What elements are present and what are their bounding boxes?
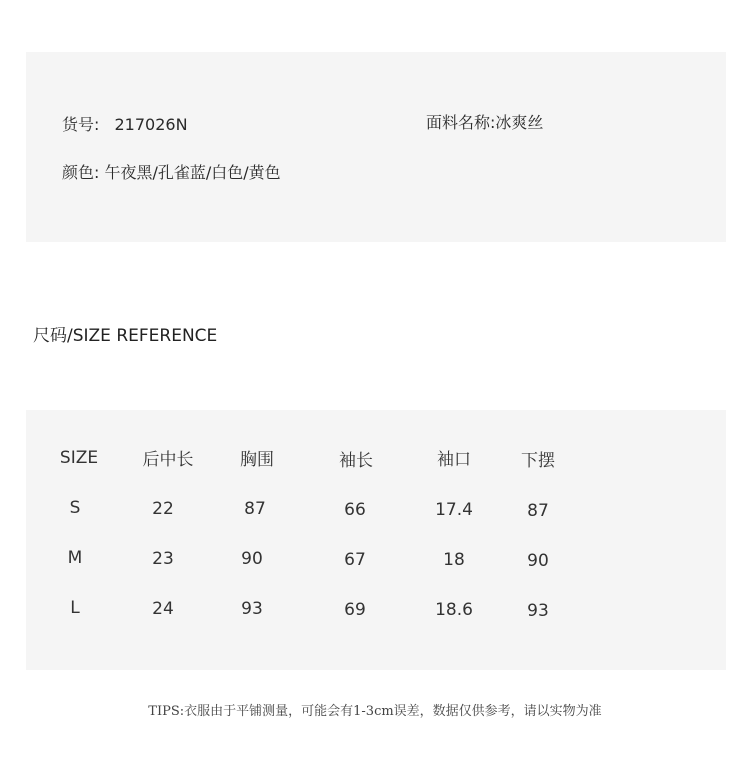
table-cell: 23	[152, 549, 174, 569]
measurement-tips: TIPS:衣服由于平铺测量，可能会有1-3cm误差，数据仅供参考，请以实物为准	[148, 704, 602, 719]
table-cell: 18	[443, 550, 465, 570]
table-cell: 24	[152, 599, 174, 619]
table-cell: 87	[527, 501, 549, 521]
section-title: 尺码/SIZE REFERENCE	[33, 326, 218, 346]
header-chest: 胸围	[240, 450, 274, 470]
item-number-value: 217026N	[114, 115, 188, 134]
product-info-panel	[26, 52, 726, 242]
table-cell: 18.6	[435, 600, 473, 620]
header-sleeve-length: 袖长	[339, 451, 373, 471]
header-cuff: 袖口	[437, 450, 471, 470]
table-cell: 87	[244, 499, 266, 519]
size-label: M	[67, 548, 83, 568]
table-cell: 93	[527, 601, 549, 621]
table-cell: 67	[344, 550, 366, 570]
item-number	[62, 115, 188, 135]
table-cell: 90	[527, 551, 549, 571]
table-cell: 22	[152, 499, 174, 519]
table-cell: 93	[241, 599, 263, 619]
fabric-name: 面料名称:冰爽丝	[426, 113, 544, 132]
color-options: 颜色: 午夜黑/孔雀蓝/白色/黄色	[62, 163, 281, 182]
table-cell: 69	[344, 600, 366, 620]
header-size: SIZE	[59, 448, 99, 468]
size-label: L	[70, 598, 80, 618]
item-number-label: 货号:	[62, 115, 100, 134]
header-back-length: 后中长	[142, 450, 194, 470]
table-cell: 90	[241, 549, 263, 569]
size-table	[26, 410, 726, 670]
table-cell: 17.4	[435, 500, 473, 520]
header-hem: 下摆	[521, 451, 555, 471]
table-cell: 66	[344, 500, 366, 520]
size-label: S	[69, 498, 81, 518]
